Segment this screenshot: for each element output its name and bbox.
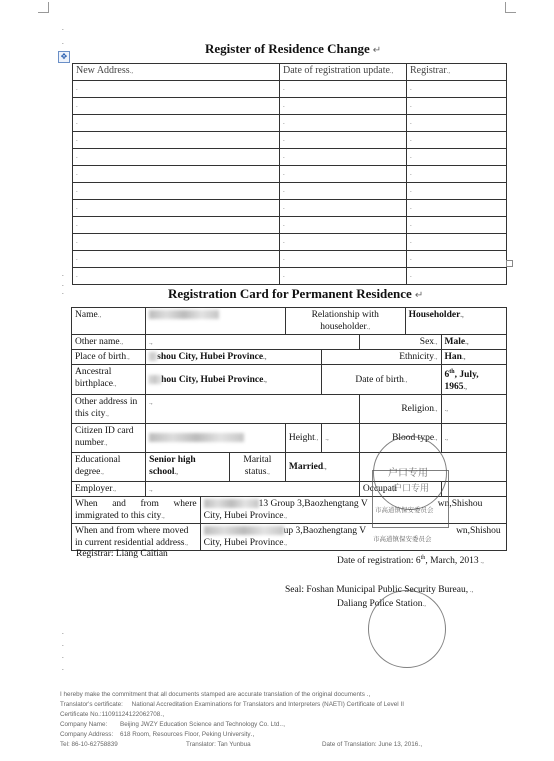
official-square-stamp [372,470,449,528]
redacted-id-number [149,433,244,442]
redacted-immigrated-address [204,499,259,508]
label-occupation: Occupati [359,482,441,497]
cell-marker: . [76,101,78,109]
cell-marker: . [76,135,78,143]
table-cell[interactable] [407,166,507,183]
seal-line-2: Daliang Police Station., [337,599,426,609]
cell-marker: . [410,84,412,92]
table-cell[interactable] [280,132,407,149]
cell-marker: . [283,220,285,228]
label-blood: Blood type., [359,424,441,453]
label-ancestral: Ancestral birthplace., [72,365,146,395]
label-relationship: Relationship with householder., [285,308,405,335]
table-cell[interactable] [73,251,280,268]
label-ethnicity: Ethnicity., [322,350,441,365]
cell-marker: . [410,152,412,160]
label-sex: Sex., [359,335,441,350]
paragraph-mark: . [62,652,64,660]
card-row-name [72,308,507,335]
table-header-row [73,64,507,81]
card-row-other-name [72,335,507,350]
paragraph-mark: . [62,640,64,648]
cell-marker: . [283,254,285,262]
cell-marker: . [283,237,285,245]
table-cell[interactable] [280,149,407,166]
table-row [73,115,507,132]
paragraph-mark: . [62,288,64,296]
label-place-of-birth: Place of birth., [72,350,146,365]
value-marital: Married., [285,453,359,482]
round-stamp-text: 户口专用 [388,468,428,479]
label-education: Educational degree., [72,453,146,482]
cell-marker: . [76,84,78,92]
table-cell[interactable] [280,98,407,115]
cell-marker: . [76,152,78,160]
table-cell[interactable] [73,98,280,115]
label-citizen-id: Citizen ID card number., [72,424,146,453]
card-row-citizen-id [72,424,507,453]
change-register-title: Register of Residence Change ↵ [205,41,382,56]
table-row [73,251,507,268]
square-stamp-line-a: 市高道镇保安委员会 [375,506,434,514]
cell-marker: . [410,101,412,109]
paragraph-mark: . [62,24,64,32]
table-cell[interactable] [73,132,280,149]
paragraph-mark: . [62,38,64,46]
table-cell[interactable] [280,251,407,268]
cell-marker: . [283,118,285,126]
table-resize-handle[interactable] [506,260,513,267]
cell-marker: . [410,220,412,228]
cell-marker: . [283,84,285,92]
table-row [73,98,507,115]
label-marital: Marital status., [229,453,285,482]
label-employer: Employer., [72,482,146,497]
cell-marker: . [410,135,412,143]
table-cell[interactable] [407,98,507,115]
cell-marker: . [76,203,78,211]
value-height: ., [322,424,360,453]
redacted-ancestral-prefix [149,375,161,384]
table-cell[interactable] [407,234,507,251]
registration-card-title: Registration Card for Permanent Residence ↵ [168,286,424,301]
value-ethnicity: Han., [441,350,506,365]
column-header-registrar: Registrar., [407,64,507,81]
cell-marker: . [283,271,285,279]
table-cell[interactable] [73,268,280,285]
registrar-line: Registrar: Liang Caitian [76,549,168,559]
table-cell[interactable] [407,81,507,98]
label-religion: Religion., [359,395,441,424]
card-row-place-of-birth [72,350,507,365]
cell-marker: . [76,271,78,279]
cell-marker: . [76,169,78,177]
value-moved: up 3,Baozhengtang V wn,Shishou City, Hubei Province., [200,524,506,551]
table-row [73,166,507,183]
value-immigrated: 13 Group 3,Baozhengtang V wn,Shishou City, Hubei Province., [200,497,506,524]
official-round-stamp-2 [368,590,446,668]
table-cell[interactable] [280,200,407,217]
cell-marker: . [410,203,412,211]
cell-marker: . [283,169,285,177]
table-row [73,268,507,285]
label-other-name: Other name., [72,335,146,350]
footer-tel: Tel: 86-10-62758839 Translator: Tan Yunbua Date of Translation: June 13, 2016., [60,741,423,748]
value-other-name: ., [146,335,360,350]
table-cell[interactable] [280,81,407,98]
value-relationship: Householder., [405,308,506,335]
cell-marker: . [76,220,78,228]
footer-certificate-no: Certificate No.:11091124122062708., [60,711,165,718]
value-occupation [441,482,506,497]
value-blood: ., [441,424,506,453]
table-cell[interactable] [407,200,507,217]
table-move-handle-icon[interactable]: ✥ [58,51,70,63]
value-name [146,308,286,335]
table-cell[interactable] [73,149,280,166]
table-cell[interactable] [73,234,280,251]
square-stamp-text: 户口专用 [393,484,430,494]
label-immigrated: When and from where immigrated to this city., [72,497,201,524]
table-cell[interactable] [280,166,407,183]
table-cell[interactable] [280,217,407,234]
table-cell[interactable] [73,115,280,132]
cell-marker: . [76,186,78,194]
cell-marker: . [76,254,78,262]
value-place-of-birth: shou City, Hubei Province., [146,350,322,365]
cell-marker: . [410,118,412,126]
residence-change-table [72,63,507,285]
table-cell[interactable] [73,183,280,200]
table-cell[interactable] [73,217,280,234]
footer-certificate: Translator's certificate: National Accreditation Examinations for Translators and Interpreters (NAETI) Certificate of Level II [60,701,404,708]
value-ancestral: hou City, Hubei Province., [146,365,322,395]
cell-marker: . [410,254,412,262]
value-dob: 6th, July, 1965., [441,365,506,395]
table-row [73,217,507,234]
table-row [73,183,507,200]
paragraph-mark: . [62,628,64,636]
cell-marker: . [283,186,285,194]
value-sex: Male., [441,335,506,350]
crop-mark-top-left [38,2,49,13]
cell-marker: . [283,135,285,143]
cell-marker: . [76,118,78,126]
cell-marker: . [76,237,78,245]
seal-line-1: Seal: Foshan Municipal Public Security Bureau, ., [285,585,474,595]
stamp-line-b: 市高道镇保安委员会 [373,535,432,543]
card-row-ancestral [72,365,507,395]
paragraph-mark: . [62,664,64,672]
card-row-other-address [72,395,507,424]
footer-company-name: Company Name: Beijing JWZY Education Science and Technology Co. Ltd.., [60,721,286,728]
cell-marker: . [283,152,285,160]
cell-marker: . [410,186,412,194]
table-row [73,132,507,149]
table-cell[interactable] [407,251,507,268]
column-header-new-address: New Address., [73,64,280,81]
table-row [73,234,507,251]
paragraph-mark: . [62,280,64,288]
paragraph-mark: . [62,270,64,278]
label-name: Name., [72,308,146,335]
registration-date-line: Date of registration: 6th, March, 2013 ., [337,555,484,567]
cell-marker: . [283,101,285,109]
cell-marker: . [410,271,412,279]
value-citizen-id [146,424,286,453]
footer-company-address: Company Address: 618 Room, Resources Floor, Peking University., [60,731,255,738]
redacted-name [149,310,219,319]
value-religion: ., [441,395,506,424]
table-cell[interactable] [407,217,507,234]
table-cell[interactable] [407,149,507,166]
table-cell[interactable] [280,115,407,132]
table-cell[interactable] [407,115,507,132]
redacted-moved-address [204,526,284,535]
label-height: Height., [285,424,321,453]
table-cell[interactable] [73,166,280,183]
redacted-city-prefix [149,352,157,361]
table-cell[interactable] [280,183,407,200]
value-education: Senior high school., [146,453,230,482]
label-other-address: Other address in this city., [72,395,146,424]
table-row [73,149,507,166]
label-moved: When and from where moved in current residential address., [72,524,201,551]
cell-marker: . [283,203,285,211]
label-dob: Date of birth., [322,365,441,395]
value-employer: ., [146,482,360,497]
table-cell[interactable] [73,81,280,98]
table-row [73,81,507,98]
table-cell[interactable] [280,268,407,285]
table-row [73,200,507,217]
table-cell[interactable] [280,234,407,251]
table-cell[interactable] [407,183,507,200]
cell-marker: . [410,169,412,177]
table-cell[interactable] [407,132,507,149]
cell-marker: . [410,237,412,245]
column-header-date-update: Date of registration update., [280,64,407,81]
value-other-address: ., [146,395,360,424]
crop-mark-top-right [505,2,516,13]
table-cell[interactable] [407,268,507,285]
table-cell[interactable] [73,200,280,217]
footer-commitment: I hereby make the commitment that all documents stamped are accurate translation of the original documents ., [60,691,371,698]
